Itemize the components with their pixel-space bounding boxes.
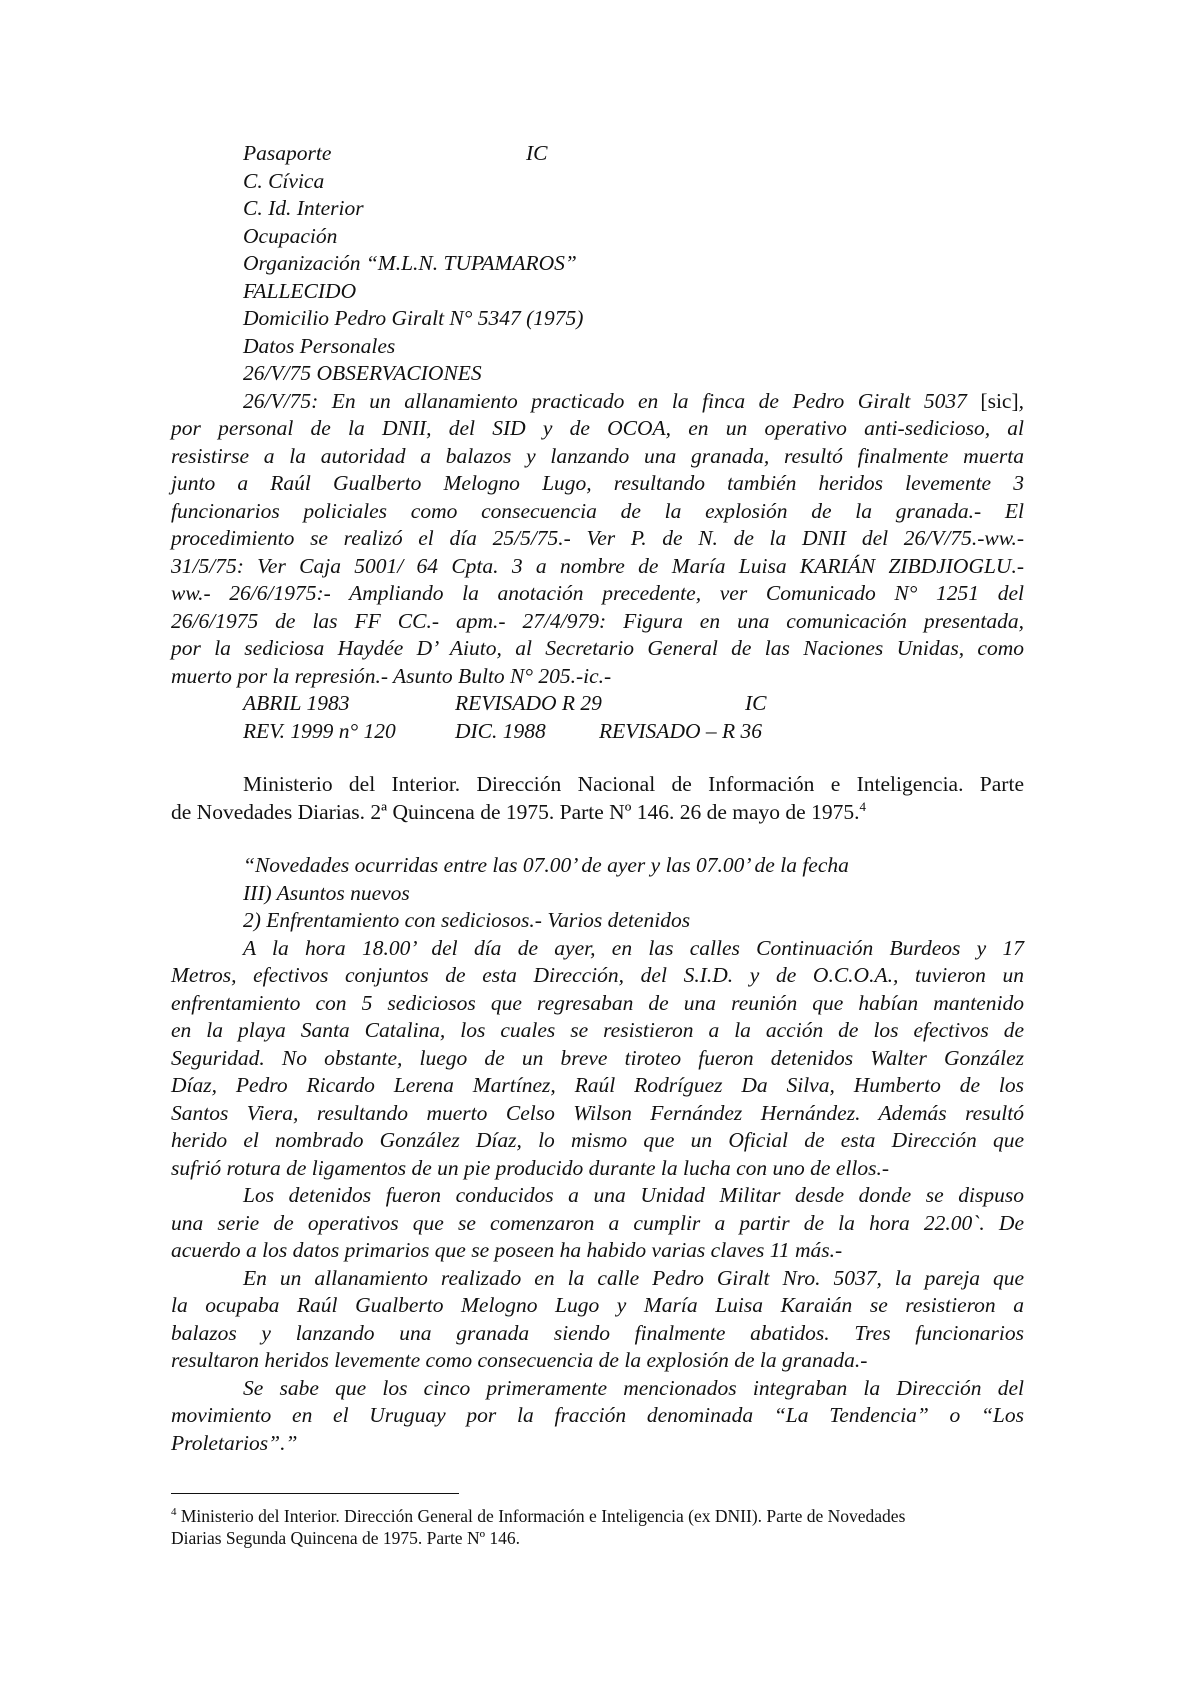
revision-code-2: DIC. 1988 bbox=[455, 718, 546, 743]
revision-date-2: REV. 1999 n° 120 bbox=[243, 718, 396, 743]
observation-line-1: 26/V/75: En un allanamiento practicado en la finca de Pedro Giralt 5037 [sic], bbox=[243, 388, 1024, 413]
footnote-line-1: $^4$ Ministerio del Interior. Dirección General de Información e Inteligencia (ex DNII). Parte de Novedades bbox=[171, 1506, 906, 1526]
observation-line-6: procedimiento se realizó el día 25/5/75.- Ver P. de N. de la DNII del 26/V/75.-ww.- bbox=[171, 526, 1024, 550]
revision-row-1 bbox=[171, 690, 1024, 718]
report-p3-line: la ocupaba Raúl Gualberto Melogno Lugo y María Luisa Karaián se resistieron a bbox=[171, 1293, 1024, 1317]
observation-line-8: ww.- 26/6/1975:- Ampliando la anotación precedente, ver Comunicado N° 1251 del bbox=[171, 581, 1024, 605]
report-p1-line: A la hora 18.00’ del día de ayer, en las calles Continuación Burdeos y 17 bbox=[243, 935, 1024, 960]
report-p1-line: Metros, efectivos conjuntos de esta Dirección, del S.I.D. y de O.C.O.A., tuvieron un bbox=[171, 963, 1024, 987]
footnote-number: 4 bbox=[171, 1506, 177, 1519]
observation-line-4: junto a Raúl Gualberto Melogno Lugo, resultando también heridos levemente 3 bbox=[171, 471, 1024, 495]
report-p2-line: Los detenidos fueron conducidos a una Unidad Militar desde donde se dispuso bbox=[243, 1183, 1024, 1207]
footnote-reference: 4 bbox=[859, 798, 866, 814]
record-domicilio: Domicilio Pedro Giralt N° 5347 (1975) bbox=[243, 306, 584, 330]
observation-line-10: por la sediciosa Haydée D’ Aiuto, al Secretario General de las Naciones Unidas, como bbox=[171, 636, 1024, 660]
record-pasaporte-line bbox=[171, 140, 1024, 168]
report-p3-line: resultaron heridos levemente como consecuencia de la explosión de la granada.- bbox=[171, 1348, 868, 1372]
report-p1-line: Seguridad. No obstante, luego de un breve tiroteo fueron detenidos Walter González bbox=[171, 1045, 1024, 1070]
report-p1-line: sufrió rotura de ligamentos de un pie producido durante la lucha con uno de ellos.- bbox=[171, 1155, 889, 1180]
report-p1-line: herido el nombrado González Díaz, lo mismo que un Oficial de esta Dirección que bbox=[171, 1128, 1024, 1152]
footnote bbox=[171, 1505, 1024, 1549]
footnote-line-2: Diarias Segunda Quincena de 1975. Parte Nº 146. bbox=[171, 1528, 521, 1548]
report-paragraph-1 bbox=[171, 935, 1024, 1183]
observation-line-5: funcionarios policiales como consecuencia de la explosión de la granada.- El bbox=[171, 498, 1024, 523]
revision-row-2 bbox=[171, 718, 1024, 746]
quoted-report bbox=[171, 852, 1024, 1457]
record-fallecido: FALLECIDO bbox=[243, 278, 357, 303]
report-paragraph-4 bbox=[171, 1375, 1024, 1458]
report-heading-1: “Novedades ocurridas entre las 07.00’ de ayer y las 07.00’ de la fecha bbox=[243, 853, 849, 877]
record-ocupacion: Ocupación bbox=[243, 223, 338, 248]
report-p1-line: enfrentamiento con 5 sediciosos que regresaban de una reunión que habían mantenido bbox=[171, 990, 1024, 1015]
spacer bbox=[171, 745, 1024, 771]
record-ic-initials: IC bbox=[526, 141, 548, 165]
record-organizacion: Organización “M.L.N. TUPAMAROS” bbox=[243, 251, 577, 275]
report-p2-line: una serie de operativos que se comenzaron a cumplir a partir de la hora 22.00`. De bbox=[171, 1210, 1024, 1235]
observation-line-9: 26/6/1975 de las FF CC.- apm.- 27/4/979: Figura en una comunicación presentada, bbox=[171, 608, 1024, 633]
record-card bbox=[171, 140, 1024, 745]
record-civica: C. Cívica bbox=[243, 168, 325, 193]
report-p3-line: balazos y lanzando una granada siendo finalmente abatidos. Tres funcionarios bbox=[171, 1320, 1024, 1345]
report-p1-line: Santos Viera, resultando muerto Celso Wilson Fernández Hernández. Además resultó bbox=[171, 1100, 1024, 1125]
report-p4-line: movimiento en el Uruguay por la fracción denominada “La Tendencia” o “Los bbox=[171, 1403, 1024, 1427]
report-p2-line: acuerdo a los datos primarios que se poseen ha habido varias claves 11 más.- bbox=[171, 1238, 843, 1262]
report-paragraph-3 bbox=[171, 1265, 1024, 1375]
sic-note: [sic] bbox=[980, 388, 1019, 413]
record-id-interior: C. Id. Interior bbox=[243, 196, 364, 220]
source-line-2: de Novedades Diarias. 2ª Quincena de 1975. Parte Nº 146. 26 de mayo de 1975.$^4$ bbox=[171, 798, 866, 824]
observation-line-11: muerto por la represión.- Asunto Bulto N° 205.-ic.- bbox=[171, 663, 612, 688]
report-p1-line: en la playa Santa Catalina, los cuales se resistieron a la acción de los efectivos de bbox=[171, 1018, 1024, 1042]
report-p1-line: Díaz, Pedro Ricardo Lerena Martínez, Raúl Rodríguez Da Silva, Humberto de los bbox=[171, 1073, 1024, 1097]
observation-line-3: resistirse a la autoridad a balazos y lanzando una granada, resultó finalmente muerta bbox=[171, 443, 1024, 468]
spacer bbox=[171, 826, 1024, 852]
report-p4-line: Proletarios”.” bbox=[171, 1430, 298, 1455]
record-observaciones-heading: 26/V/75 OBSERVACIONES bbox=[243, 361, 482, 385]
revision-code-1: REVISADO R 29 bbox=[455, 691, 602, 715]
footnote-divider bbox=[171, 1493, 459, 1494]
report-heading-3: 2) Enfrentamiento con sediciosos.- Varios detenidos bbox=[243, 908, 691, 932]
record-datos: Datos Personales bbox=[243, 333, 396, 358]
report-heading-2: III) Asuntos nuevos bbox=[243, 880, 410, 905]
report-p3-line: En un allanamiento realizado en la calle Pedro Giralt Nro. 5037, la pareja que bbox=[243, 1265, 1024, 1290]
document-page bbox=[171, 140, 1024, 1457]
revision-date-1: ABRIL 1983 bbox=[243, 691, 350, 715]
report-paragraph-2 bbox=[171, 1182, 1024, 1265]
observation-line-2: por personal de la DNII, del SID y de OCOA, en un operativo anti-sedicioso, al bbox=[171, 416, 1024, 440]
revision-initials-1: IC bbox=[745, 691, 767, 715]
report-p4-line: Se sabe que los cinco primeramente mencionados integraban la Dirección del bbox=[243, 1375, 1024, 1400]
observation-line-7: 31/5/75: Ver Caja 5001/ 64 Cpta. 3 a nombre de María Luisa KARIÁN ZIBDJIOGLU.- bbox=[171, 553, 1024, 578]
revision-initials-2: REVISADO – R 36 bbox=[599, 718, 763, 743]
record-pasaporte: Pasaporte bbox=[243, 141, 332, 165]
source-citation bbox=[171, 771, 1024, 826]
source-line-1: Ministerio del Interior. Dirección Nacional de Información e Inteligencia. Parte bbox=[243, 772, 1024, 796]
